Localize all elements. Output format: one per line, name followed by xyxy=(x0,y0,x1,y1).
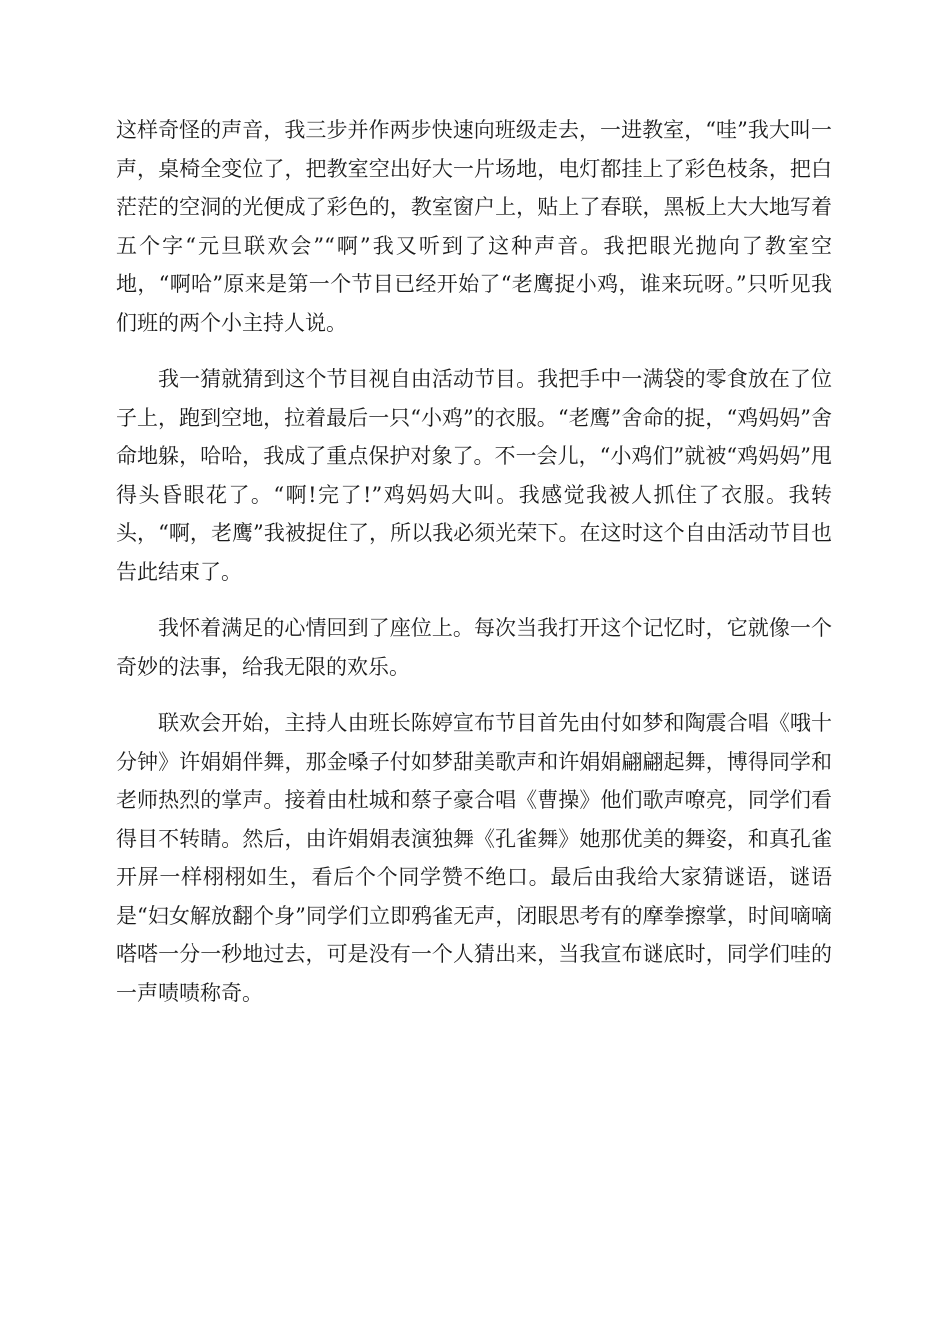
paragraph-2: 我一猜就猜到这个节目视自由活动节目。我把手中一满袋的零食放在了位子上，跑到空地，拉着最后一只“小鸡”的衣服。“老鹰”舍命的捉，“鸡妈妈”舍命地躲，哈哈，我成了重点保护对象了。不一会儿，“小鸡们”就被“鸡妈妈”甩得头昏眼花了。“啊!完了!”鸡妈妈大叫。我感觉我被人抓住了衣服。我转头，“啊，老鹰”我被捉住了，所以我必须光荣下。在这时这个自由活动节目也告此结束了。 xyxy=(116,367,832,584)
paragraph-1: 这样奇怪的声音，我三步并作两步快速向班级走去，一进教室，“哇”我大叫一声，桌椅全变位了，把教室空出好大一片场地，电灯都挂上了彩色枝条，把白茫茫的空洞的光便成了彩色的，教室窗户上，贴上了春联，黑板上大大地写着五个字“元旦联欢会”“啊”我又听到了这种声音。我把眼光抛向了教室空地，“啊哈”原来是第一个节目已经开始了“老鹰捉小鸡，谁来玩呀。”只听见我们班的两个小主持人说。 xyxy=(116,118,832,335)
document-body xyxy=(116,111,832,1030)
paragraph-3: 我怀着满足的心情回到了座位上。每次当我打开这个记忆时，它就像一个奇妙的法事，给我无限的欢乐。 xyxy=(116,616,832,679)
paragraph-4: 联欢会开始，主持人由班长陈婷宣布节目首先由付如梦和陶震合唱《哦十分钟》许娟娟伴舞，那金嗓子付如梦甜美歌声和许娟娟翩翩起舞，博得同学和老师热烈的掌声。接着由杜城和蔡子豪合唱《曹操》他们歌声嘹亮，同学们看得目不转睛。然后，由许娟娟表演独舞《孔雀舞》她那优美的舞姿，和真孔雀开屏一样栩栩如生，看后个个同学赞不绝口。最后由我给大家猜谜语，谜语是“妇女解放翻个身”同学们立即鸦雀无声，闭眼思考有的摩拳擦掌，时间嘀嘀嗒嗒一分一秒地过去，可是没有一个人猜出来，当我宣布谜底时，同学们哇的一声啧啧称奇。 xyxy=(116,711,832,1005)
